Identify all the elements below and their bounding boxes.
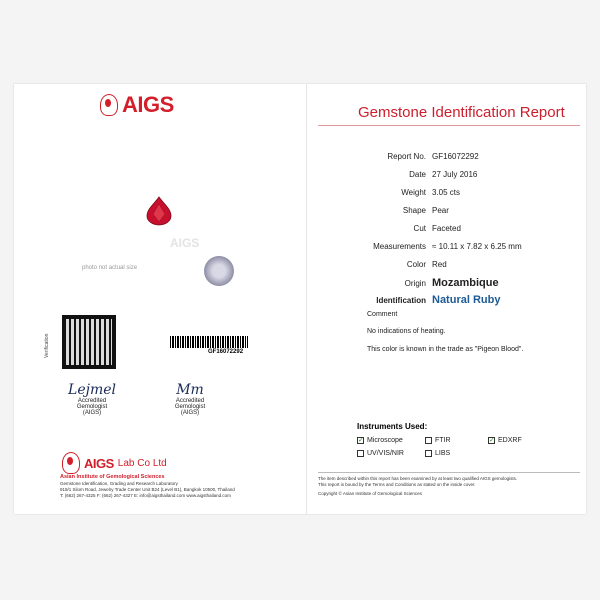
- signature-1-scribble: Lejmel: [68, 382, 116, 398]
- qr-code[interactable]: [62, 315, 116, 369]
- aigs-logo-left: [100, 92, 174, 118]
- instrument-libs: LIBS: [425, 450, 450, 457]
- field-measurements: Measurements ≈ 10.11 x 7.82 x 6.25 mm: [373, 242, 522, 251]
- footer-line-2: This report is bound by the Terms and Conditions as stated on the inside cover.: [318, 482, 476, 487]
- field-origin: Origin Mozambique: [404, 277, 499, 289]
- checkbox-empty-icon: [425, 450, 432, 457]
- instrument-microscope: ✓ Microscope: [358, 437, 403, 444]
- footer-divider: [318, 472, 580, 473]
- logo-text: AIGS: [122, 92, 174, 117]
- left-panel: [14, 84, 306, 514]
- hologram-seal: [204, 256, 234, 286]
- field-report-no: Report No. GF16072292: [387, 152, 479, 161]
- lab-services: Gemstone Identification, Grading and Research Laboratory: [60, 481, 178, 486]
- field-shape: Shape Pear: [402, 206, 449, 215]
- photo-note: photo not actual size: [82, 265, 138, 271]
- signature-1: Lejmel Accredited Gemologist (AIGS): [62, 382, 122, 416]
- field-cut: Cut Faceted: [413, 224, 461, 233]
- checkbox-checked-icon: ✓: [358, 437, 364, 444]
- barcode: [170, 336, 248, 348]
- checkbox-empty-icon: [425, 437, 432, 444]
- instrument-uvvisnir: UV/VIS/NIR: [357, 450, 404, 457]
- aigs-lab-logo: AIGS Lab Co Ltd: [62, 452, 167, 474]
- aigs-watermark: AIGS: [170, 236, 200, 250]
- lab-address: 919/1 Silom Road, Jewelry Trade Center Unit B24 (Level B1), Bangkok 10500, Thailand: [60, 487, 235, 492]
- checkbox-empty-icon: [357, 450, 364, 457]
- ruby-gem-image: [146, 196, 172, 226]
- title-underline: [318, 125, 580, 126]
- checkbox-checked-icon: ✓: [489, 437, 495, 444]
- instruments-title: Instruments Used:: [357, 422, 428, 431]
- field-identification: Identification Natural Ruby: [376, 294, 501, 306]
- signature-2-scribble: Mm: [176, 382, 204, 398]
- instrument-edxrf: ✓ EDXRF: [489, 437, 522, 444]
- barcode-number: GF16072292: [208, 349, 244, 355]
- comment-label: Comment: [367, 311, 398, 318]
- copyright: Copyright © Asian Institute of Gemological Sciences: [318, 491, 422, 496]
- aigs-lab-emblem-icon: [62, 452, 80, 474]
- instrument-ftir: FTIR: [425, 437, 451, 444]
- footer-line-1: The item described within this report has been examined by at least two qualified AIGS gemologists.: [318, 476, 518, 481]
- report-title: Gemstone Identification Report: [358, 104, 565, 121]
- comment-line-2: This color is known in the trade as "Pigeon Blood".: [367, 346, 524, 353]
- comment-line-1: No indications of heating.: [367, 328, 446, 335]
- field-color: Color Red: [406, 260, 447, 269]
- lab-institute: Asian Institute of Gemological Sciences: [60, 474, 165, 480]
- verification-label: Verification: [44, 333, 50, 358]
- signature-2: Mm Accredited Gemologist (AIGS): [160, 382, 220, 416]
- lab-contact: T: (662) 267-4325 F: (662) 267-4327 E: info@aigsthailand.com www.aigsthailand.com: [60, 493, 231, 498]
- field-date: Date 27 July 2016: [409, 170, 478, 179]
- field-weight: Weight 3.05 cts: [401, 188, 461, 197]
- aigs-emblem-icon: [100, 94, 118, 116]
